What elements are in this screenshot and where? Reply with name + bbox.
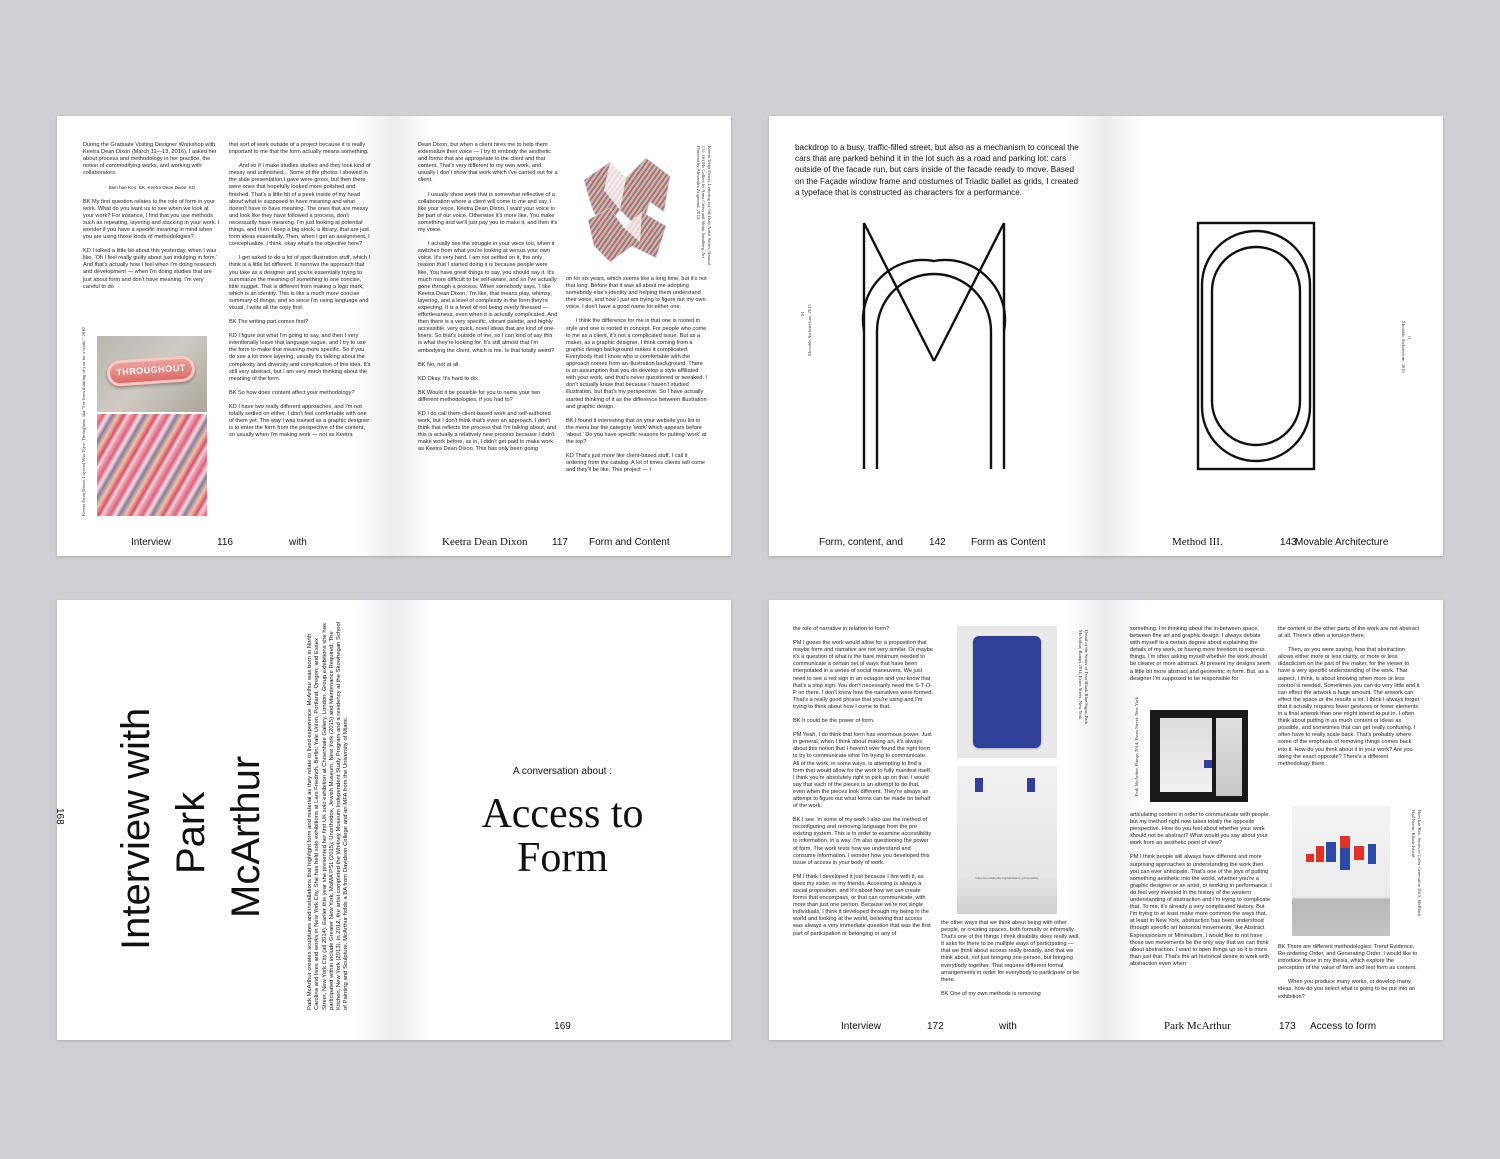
wall-text: https://en.wikipedia.org/wiki/Ramp_(Accessible): [975, 876, 1039, 880]
left-column-a: [83, 142, 221, 347]
lettering-artwork: [580, 150, 674, 268]
red-block: [1316, 846, 1324, 862]
red-block: [1354, 846, 1364, 860]
artist-bio: Park McArthur creates sculptures and installations that highlight form and material as they relate to lived experience. McArthur was born in North Carolina and lives and works in New York City. She has held solo exhibitions at Lars Friedrich, Berlin; Yale Union, Portland, Oregon; and Essex Street, New York City (all 2014). Earlier this year she presented her first UK solo exhibition at Chisenhale Gallery, London. Group exhibitions she has participated within include Greater New York, MoMA PS1 (2015); Unorthodox, Jewish Museum, New York (2015) and Maintenance Required, The Kitchen, New York (2013). In 2012, the artist completed the Whitney Museum Independent Study Program and a residency at the Skowhegan School of Painting and Sculpture. McArthur holds a BA from Davidson College and an MFA from the University of Miami.: [307, 621, 350, 1010]
answer-paragraph: PM I guess the work would allow for a proposition that maybe form and narrative are not very similar. Or maybe it's a question of what is the bare minimum needed to communicate a certain set of ways that have been interpolated in a series of social maneuvers. We just need to see a red sign in an octagon and you know that that's a stop sign. You don't necessarily need the S-T-O-P on there. I don't know how the narratives were formed. That's a really good phrase that you're using and I'm trying to think about how I come to that.: [793, 640, 933, 710]
page-142: [769, 116, 1106, 556]
text-paragraph: articulating content in order to communicate with people, but my method right now takes totally the opposite perspective. How do you feel about whether your work should not be abstract? What would you say about your work from an aesthetic point of view?: [1130, 812, 1270, 847]
text-paragraph: I usually show work that is somewhat reflective of a collaboration where a client will come to me and say, I like your voice, Keetra Dean Dixon, I want your voice to be part of our voice. Otherwise it's more like, You make something and we'll just pay you to make it, and then it's my voice.: [418, 191, 558, 234]
blue-block: [1340, 848, 1350, 870]
page-116: [57, 116, 394, 556]
question-paragraph: BK My first question relates to the role of form in your work. What do you want us to see when we look at your work? For instance, I find that you use methods such as repeating, layering and stacking in your work. I wonder if you have a specific meaning in mind when you are using those kinds of methodologies?: [83, 198, 220, 241]
footer-right-word: Movable Architecture: [1295, 537, 1389, 548]
left-column-b: [229, 142, 371, 516]
color-blocks-caption: Bien hae Koo, Series of Color Generation 2015, McBlack Hall Room, Rhode Island: [1411, 810, 1422, 917]
text-paragraph: Dean Dixon, but when a client hires me to help them externalize their voice — I try to embody the aesthetic and forms that are appropriate to the client and that content. That's very different to my own work, and usually I don't show that work which I've carried out for a client.: [418, 142, 558, 184]
answer-paragraph: KD I have two really different approaches, and I'm not totally settled on either. I don't feel comfortable with one of them yet. The way I was trained as a graphic designer is to enter the form from the perspective of the content, so usually when I'm making work — not as Keetra: [229, 403, 370, 439]
answer-paragraph: KD I talked a little bit about this yesterday, when I was like, 'Oh I feel really guilty about just indulging in form.' And that's actually how I feel when I'm doing research and development — when I'm doing studies that are just about form and don't have meaning. I'm very careful to do: [83, 248, 218, 290]
red-block: [1306, 854, 1314, 862]
headline-line-2: Form: [516, 835, 608, 881]
blue-sign-photo: [957, 626, 1057, 758]
storefront-caption: Park McArthur, Ramps 2014, Essex Street, New York: [1134, 697, 1139, 796]
text-paragraph: I actually see the struggle in your voice too, when it switches from what you're looking at versus your own voice. It's very hard. I am not settled on it, the only reason that I started doing it is because people were like, You have great things to say, you should say it. It's much more difficult to be self-aware, and so I've actually gone through a process. When somebody says, 'I like Keetra Dean Dixon,' I'm like, that means play, whimsy, layering, and a level of complexity in the form they're expecting. It is a level of not being overly finessed — effortlessness, even when it is actually complicated. And then there is a very specific, vibrant palette, and highly accessible, very quick, novel ideas that are kind of one-liners. So that's outside of me, so I can kind of say this is what they're looking for. It's still almost that I'm embodying the client, which is me. Is that totally weird?: [418, 241, 558, 354]
kicker: A conversation about :: [513, 766, 612, 777]
page-173: [1106, 600, 1443, 1040]
wax-layers-photo: [97, 414, 207, 516]
footer-left-word: Keetra Dean Dixon: [442, 536, 528, 548]
right-column-a: [1130, 626, 1272, 700]
page-number: 172: [927, 1021, 944, 1032]
glyph-o: [1196, 221, 1316, 471]
answer-paragraph: KD I figure out what I'm going to say, and then I very intentionally leave that language vague, and I try to use the form to make that meaning more specific. So if you do see a lot more layering, usually it's talking about the complexity and diversity and complication of this idea. It's still very abstract, but I am very much thinking about the meaning of the form.: [229, 333, 371, 382]
text-paragraph: something. I'm thinking about the in-between space, between fine art and graphic design. I always debate with myself to a certain degree about explaining the details of my work, or having more freedom to express things. I'm often asking myself whether the work should be clearer or more abstract. At present my designs seem a little bit more abstract and geometric in form. But, as a designer I'm supposed to be responsible for: [1130, 626, 1271, 682]
footer-right-word: with: [999, 1021, 1017, 1032]
footer-right-word: Form as Content: [971, 537, 1046, 548]
right-column-b: [1278, 626, 1420, 806]
page-169: [394, 600, 731, 1040]
question-paragraph: BK So how does content affect your methodology?: [229, 389, 355, 396]
right-column-a: [418, 142, 558, 516]
small-blue-sign: [975, 778, 983, 792]
title-line-3: McArthur: [224, 755, 268, 918]
storefront-photo: [1150, 710, 1248, 802]
page-number: 169: [554, 1021, 571, 1032]
page-168: [54, 600, 394, 1040]
text-paragraph: on for six years, which seems like a long time, but it's not that long. Before that it was all about me adopting somebody else's identity and helping them understand their voice, and now I just am trying to figure out my own voice. I don't have a good name for either one.: [566, 276, 707, 311]
answer-paragraph: the other ways that we think about being with other people, or creating spaces, both formally or informally. That's one of the things I think disability does really well. It asks for there to be multiple ways of participating — that we think about access really broadly, and that we think about, not just bringing one person, but bringing everybody together. That requires different formal arrangements in order for everybody to participate or be there.: [941, 920, 1080, 983]
question-paragraph: BK No, not at all.: [418, 361, 460, 368]
text-paragraph: And so if I make studies studies and they look kind of messy and unfinished... Some of the photos I showed in the slide presentation I gave were gross, but then there were ones that hopefully looked more polished and finished. That's a little bit of a peek inside of my head about what is supposed to have meaning and what doesn't have to have meaning. The ones that are messy and look like they have followed a process, don't necessarily have meaning. I'm just looking at potential things, and then I keep a big stock, a library, that are just form ideas essentially. Then, when I get an assignment, I conceptualize. I think, okay what's the objective here?: [229, 163, 371, 248]
color-blocks-photo: [1292, 806, 1390, 936]
wax-sign-photo: [97, 336, 207, 412]
left-column-b: [941, 920, 1083, 1010]
accessibility-sign: [1204, 760, 1212, 768]
glyph-m-caption-letter: M: [800, 311, 805, 316]
page-number: 117: [552, 537, 568, 548]
intro-paragraph: backdrop to a busy, traffic-filled street, but also as a mechanism to conceal the cars that are parked behind it in the lot such as a road and parking lot: cars outside of the facade run, but cars inside of the facade ready to move. Based on the Façade window frame and costumes of Triadic ballet as grids, I created a typeface that is constructed as characters for a performance.: [795, 143, 1079, 197]
question-paragraph: BK It could be the power of form.: [793, 718, 875, 725]
glyph-o-caption: Movable Architecture, 2015: [1401, 321, 1406, 373]
storefront-door: [1216, 718, 1242, 796]
title-line-2: Park: [169, 791, 213, 874]
blue-block: [1368, 844, 1376, 864]
footer-left-word: Interview: [841, 1021, 882, 1032]
question-paragraph: When you produce many works, or develop many ideas, how do you select what is going to be put into an exhibition?: [1278, 979, 1416, 1000]
sign-text: THROUGHOUT: [115, 362, 186, 378]
wax-photo-caption: Keetra Dean Dixon, Layered Wax Type: Throughout, aka "I've been thinking of you for a while," 2010: [81, 327, 86, 516]
text-paragraph: the role of narrative in relation to form?: [793, 626, 890, 632]
blue-sign: [973, 636, 1041, 748]
spread-movable-architecture: [769, 116, 1443, 556]
storefront-window: [1160, 718, 1212, 792]
question-paragraph: BK One of my own methods is removing: [941, 990, 1041, 997]
text-paragraph: Then, as you were saying, how that abstraction allows either more or less clarity, or more or less didacticism on the part of the maker, for the viewer to have a very specific understanding of the work. That aspect, I think, is about knowing when more or less control is needed. Sometimes you can do very little and it can effect the artwork a huge amount. The artwork can effect the space or the results a lot. I think I always forget that it actually requires fewer gestures or fewer elements in a final artwork than one might intend to put in. I often think about putting in as much content or ideas as possible, and sometimes that can get really confusing. I often have to really scale back. That's probably where some of the emphasis of removing things comes back into it. How do you think about it in your work? Are you doing the exact opposite? There's a different methodology there.: [1278, 647, 1420, 767]
text-paragraph: that sort of work outside of a project because it is really important to me that the form actually means something.: [229, 142, 369, 156]
footer-right-word: Form and Content: [589, 537, 670, 548]
text-paragraph: the content or the other parts of the work are not abstract at all. There's often a tension there.: [1278, 626, 1420, 640]
glyph-o-caption-letter: O: [1407, 336, 1412, 340]
wax-sign: [106, 355, 196, 387]
answer-paragraph: KD That's just more like client-based stuff. I call it ordering from the catalog. A lot of times clients will come and they'll be like, This project — I: [566, 453, 705, 474]
question-paragraph: BK There are different methodologies: Trend Evidence, Re-ordering Order, and Generating Order. I would like to introduce those in my thesis, which explore the perception of the value of form and test form as content.: [1278, 944, 1418, 972]
question-paragraph: BK The writing part comes first?: [229, 319, 309, 326]
page-117: [394, 116, 731, 556]
right-column-b-continued: [1278, 944, 1420, 1010]
footer-left-word: Interview: [131, 537, 172, 548]
gallery-wall-photo: [957, 766, 1057, 914]
glyph-m-caption: Movable Architecture, 2015: [807, 304, 812, 356]
right-column-a-continued: [1130, 812, 1272, 1012]
footer-left-word: Method III.: [1172, 536, 1223, 548]
footer-left-word: Form, content, and: [819, 537, 903, 548]
spread-park-mcarthur-title: [54, 600, 731, 1040]
footer-right-word: with: [289, 537, 307, 548]
page-number: 116: [217, 537, 233, 548]
page-172: [769, 600, 1106, 1040]
question-paragraph: BK I see. In some of my work I also use the method of reconfiguring and removing language from the pre existing system. This is in order to examine accessibility to information, in a way. I'm also questioning the power of form. The work tests how we understand and consume information. I wonder how you developed this issue of access in your body of work.: [793, 817, 932, 866]
blue-block: [1326, 842, 1336, 862]
answer-paragraph: PM I think people will always have different and more surprising approaches to understanding the work then you can ever anticipate. That's one of the joys of putting something aesthetic into the world, whether you're a graphic designer or an artist, or working in performance. I do feel very invested in the history of the western understanding of abstraction and I'm trying to complicate that. To me, it's already a very complicated history. But I'm trying to at least make more common the ways that, at least in New York, abstraction has been understood through specific art historical movements, like Abstract Expressionism or Minimalism. I would like to not have those two movements be the only way that we can think about abstraction. I want to open things up so it is more than just that. That's the art historical desire to work with abstraction even when: [1130, 854, 1272, 967]
lettering-caption: Keetra Dean Dixon, Lettering for Off Duty Artist Series, Natural CO, Off Me Collect by Anna Green and Shinji Sandberg. Art Directed by Alexandra Zsigmond, 2014: [695, 146, 712, 265]
answer-paragraph: PM I think I developed it just because I live with it, as does my sister, or my friends. Accessing is always a social proposition, and it's about how we can create forms that encompass, or that can communicate, with more than just one person. Because we're not single individuals. I think it developed through my being in the world and looking at the world, believing that access was always a very immediate question that was the first part of participation or belonging or any of: [793, 873, 931, 937]
headline-line-1: Access to: [481, 791, 644, 837]
answer-paragraph: PM Yeah, I do think that form has enormous power. Just in general, when I think about making art, it's always about this notion that I haven't ever found the right form to try to communicate what I'm trying to communicate. All of the work, in some ways, is attempting to find a form that would allow for the work to fully manifest itself. I think you're absolutely right to pick up on that. I would say that each of the pieces is an attempt to do that, even when the pieces look different. They're always an attempt to figure out what forms can be made on behalf of the work.: [793, 732, 932, 810]
page-number: 173: [1279, 1021, 1296, 1032]
text-paragraph: I think the difference for me is that one is rooted in style and one is rooted in concept. For people who come to me as a client, it's not a complicated issue. But as a maker, as a graphic designer, I think coming from a graphic design background makes it complicated. Everybody that I know who is comfortable with the approach comes from an illustration background. There is an assumption that you do develop a style affiliated with your work, and that's never questioned or tweaked. I don't actually know that because I haven't studied illustration, but that's my perspective. So I have actually started thinking of it as the difference between illustration and graphic design.: [566, 318, 707, 410]
footer-left-word: Park McArthur: [1164, 1020, 1231, 1032]
blue-sign-caption: Detail of the Series of Four Blank Blue Signs, Park McArthur, Ramps 2014, Essex Street, New York: [1078, 630, 1089, 725]
glyph-m: [859, 221, 1009, 471]
page-number: 142: [929, 537, 946, 548]
speaker-legend: Bien hae Koo: BK, Keetra Dean Dixon: KD: [108, 185, 196, 191]
right-column-b: [566, 276, 708, 516]
question-paragraph: BK I found it interesting that on your website you list in the menu bar the category 'work' which appears before 'about.' Do you have specific reasons for putting 'work' at the top?: [566, 417, 707, 445]
page-143: [1106, 116, 1443, 556]
left-column-a: [793, 626, 933, 1006]
title-line-1: Interview with: [114, 707, 158, 950]
spread-park-mcarthur-interview: [769, 600, 1443, 1040]
page-number: 143: [1280, 537, 1297, 548]
answer-paragraph: KD Okay. It's hard to do.: [418, 375, 479, 382]
answer-paragraph: KD I do call them client-based work and self-authored work, but I don't think that's even an approach. I don't think that reflects the process that I'm talking about, and this is actually a relatively new process because I didn't make work before, as in, I didn't get paid to make work as Keetra Dean Dixon. This has only been going: [418, 411, 557, 453]
intro-paragraph: During the Graduate Visiting Designer Workshop with Keetra Dean Dixon (March 11—13, 2016), I asked her about process and methodology in her practice, the notion of commodifying works, and working with collaborators.: [83, 142, 217, 177]
page-number: 168: [54, 808, 65, 825]
question-paragraph: BK Would it be possible for you to name your two different methodologies, if you had to?: [418, 389, 541, 403]
small-blue-sign: [1027, 778, 1035, 792]
red-block: [1340, 836, 1350, 848]
footer-right-word: Access to form: [1310, 1021, 1377, 1032]
text-paragraph: I get asked to do a lot of spot illustration stuff, which I think is a little bit different. It narrows the approach that you take as a designer and you're essentially trying to summarize the meaning of something in one concise, little nugget. That is different from making a logo mark, which is an identity. This is like a much more concise summary of things, and so since I'm using language and visual, I write all the copy first.: [229, 255, 371, 311]
spread-keetra-dean-dixon: [57, 116, 731, 556]
